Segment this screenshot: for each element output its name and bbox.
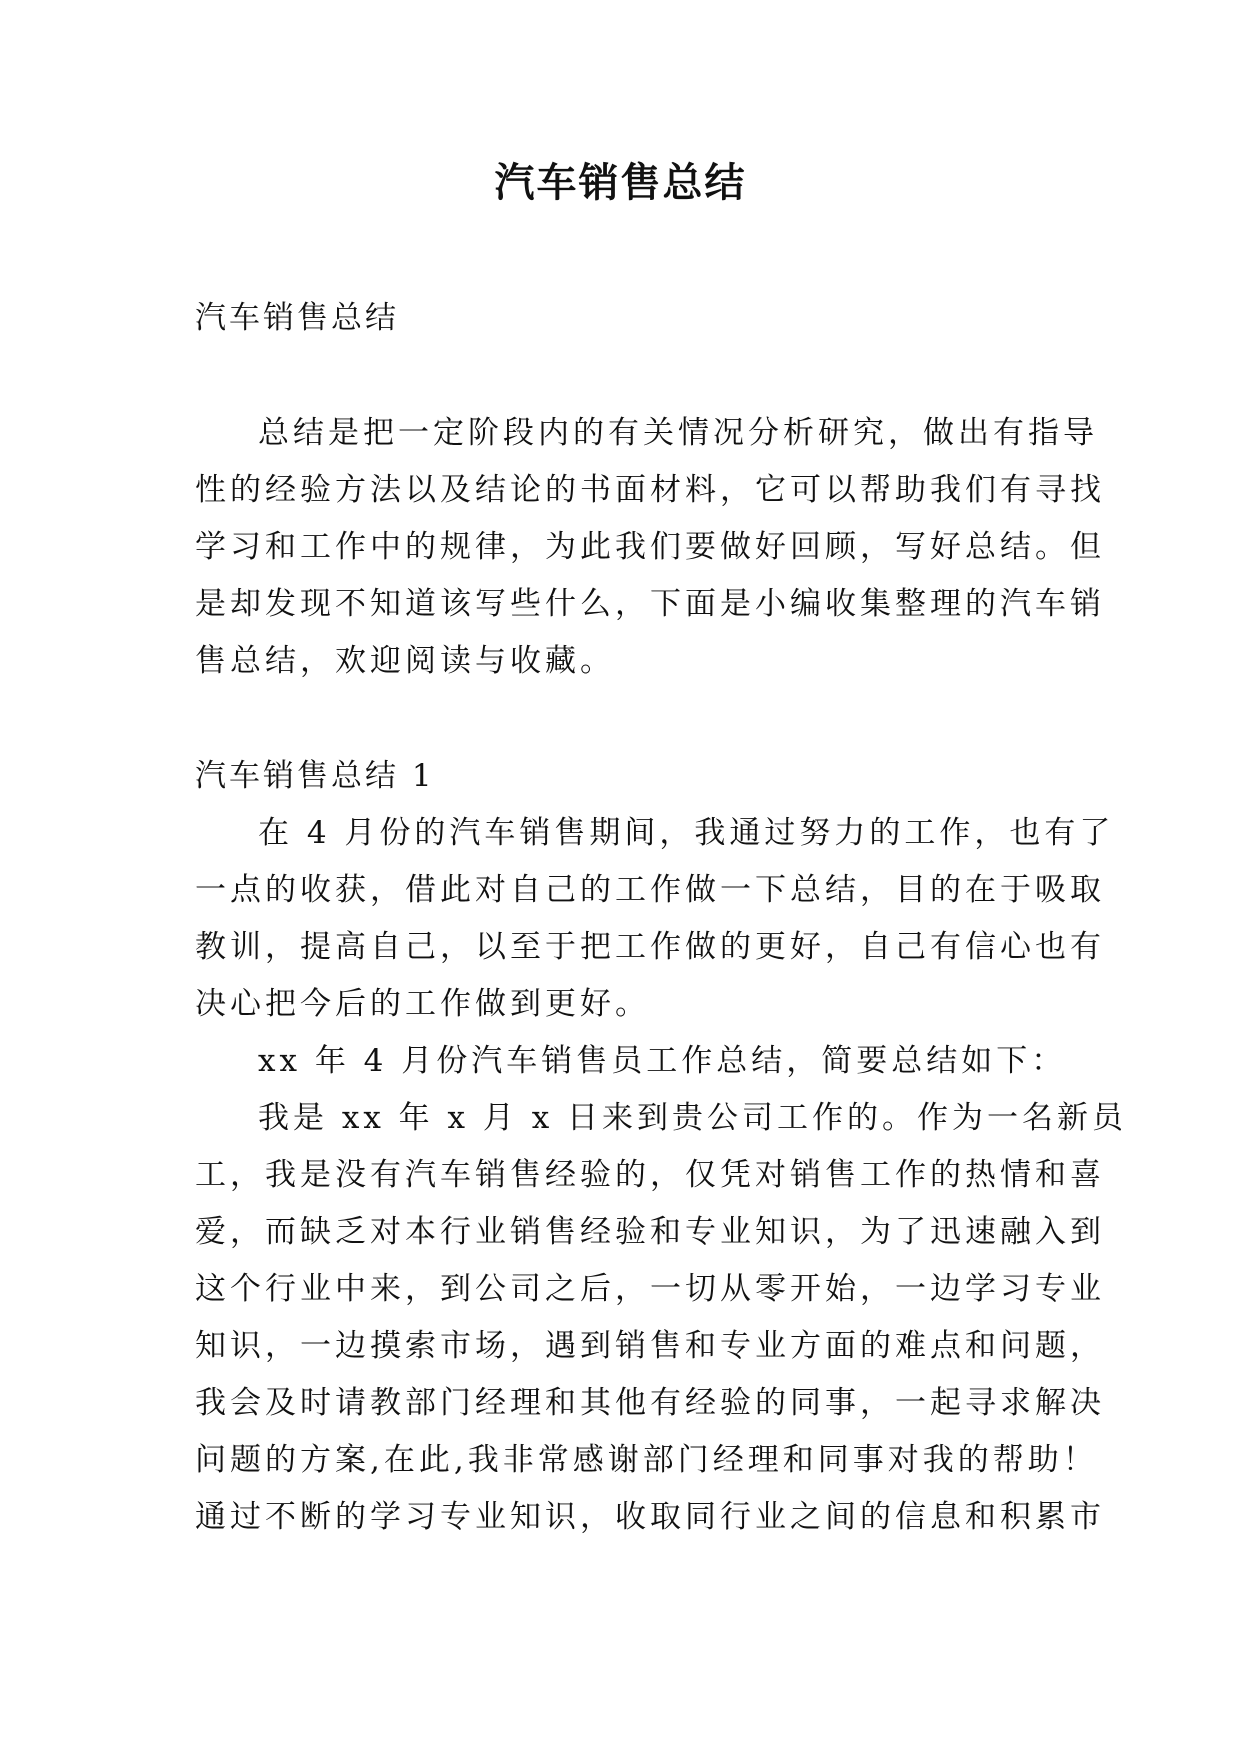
intro-line: 总结是把一定阶段内的有关情况分析研究，做出有指导 — [258, 415, 1098, 451]
intro-line: 学习和工作中的规律，为此我们要做好回顾，写好总结。但 — [195, 529, 1105, 565]
intro-line: 是却发现不知道该写些什么，下面是小编收集整理的汽车销 — [195, 586, 1105, 622]
paragraph-line: 我是 xx 年 x 月 x 日来到贵公司工作的。作为一名新员 — [258, 1100, 1128, 1136]
paragraph-line: 通过不断的学习专业知识，收取同行业之间的信息和积累市 — [195, 1499, 1105, 1535]
paragraph-line: 知识，一边摸索市场，遇到销售和专业方面的难点和问题， — [195, 1328, 1105, 1364]
document-subtitle: 汽车销售总结 — [195, 300, 399, 336]
paragraph-line: 我会及时请教部门经理和其他有经验的同事，一起寻求解决 — [195, 1385, 1105, 1421]
paragraph-line: 工，我是没有汽车销售经验的，仅凭对销售工作的热情和喜 — [195, 1157, 1105, 1193]
intro-line: 售总结，欢迎阅读与收藏。 — [195, 643, 615, 679]
document-title: 汽车销售总结 — [494, 160, 747, 206]
paragraph-line: 一点的收获，借此对自己的工作做一下总结，目的在于吸取 — [195, 872, 1105, 908]
paragraph-line: 这个行业中来，到公司之后，一切从零开始，一边学习专业 — [195, 1271, 1105, 1307]
paragraph-line: xx 年 4 月份汽车销售员工作总结，简要总结如下： — [258, 1043, 1067, 1079]
paragraph-line: 决心把今后的工作做到更好。 — [195, 986, 650, 1022]
paragraph-line: 爱，而缺乏对本行业销售经验和专业知识，为了迅速融入到 — [195, 1214, 1105, 1250]
paragraph-line: 问题的方案,在此,我非常感谢部门经理和同事对我的帮助！ — [195, 1442, 1098, 1478]
paragraph-line: 在 4 月份的汽车销售期间，我通过努力的工作，也有了 — [258, 815, 1115, 851]
intro-line: 性的经验方法以及结论的书面材料，它可以帮助我们有寻找 — [195, 472, 1105, 508]
section-heading: 汽车销售总结 1 — [195, 758, 435, 794]
paragraph-line: 教训，提高自己，以至于把工作做的更好，自己有信心也有 — [195, 929, 1105, 965]
